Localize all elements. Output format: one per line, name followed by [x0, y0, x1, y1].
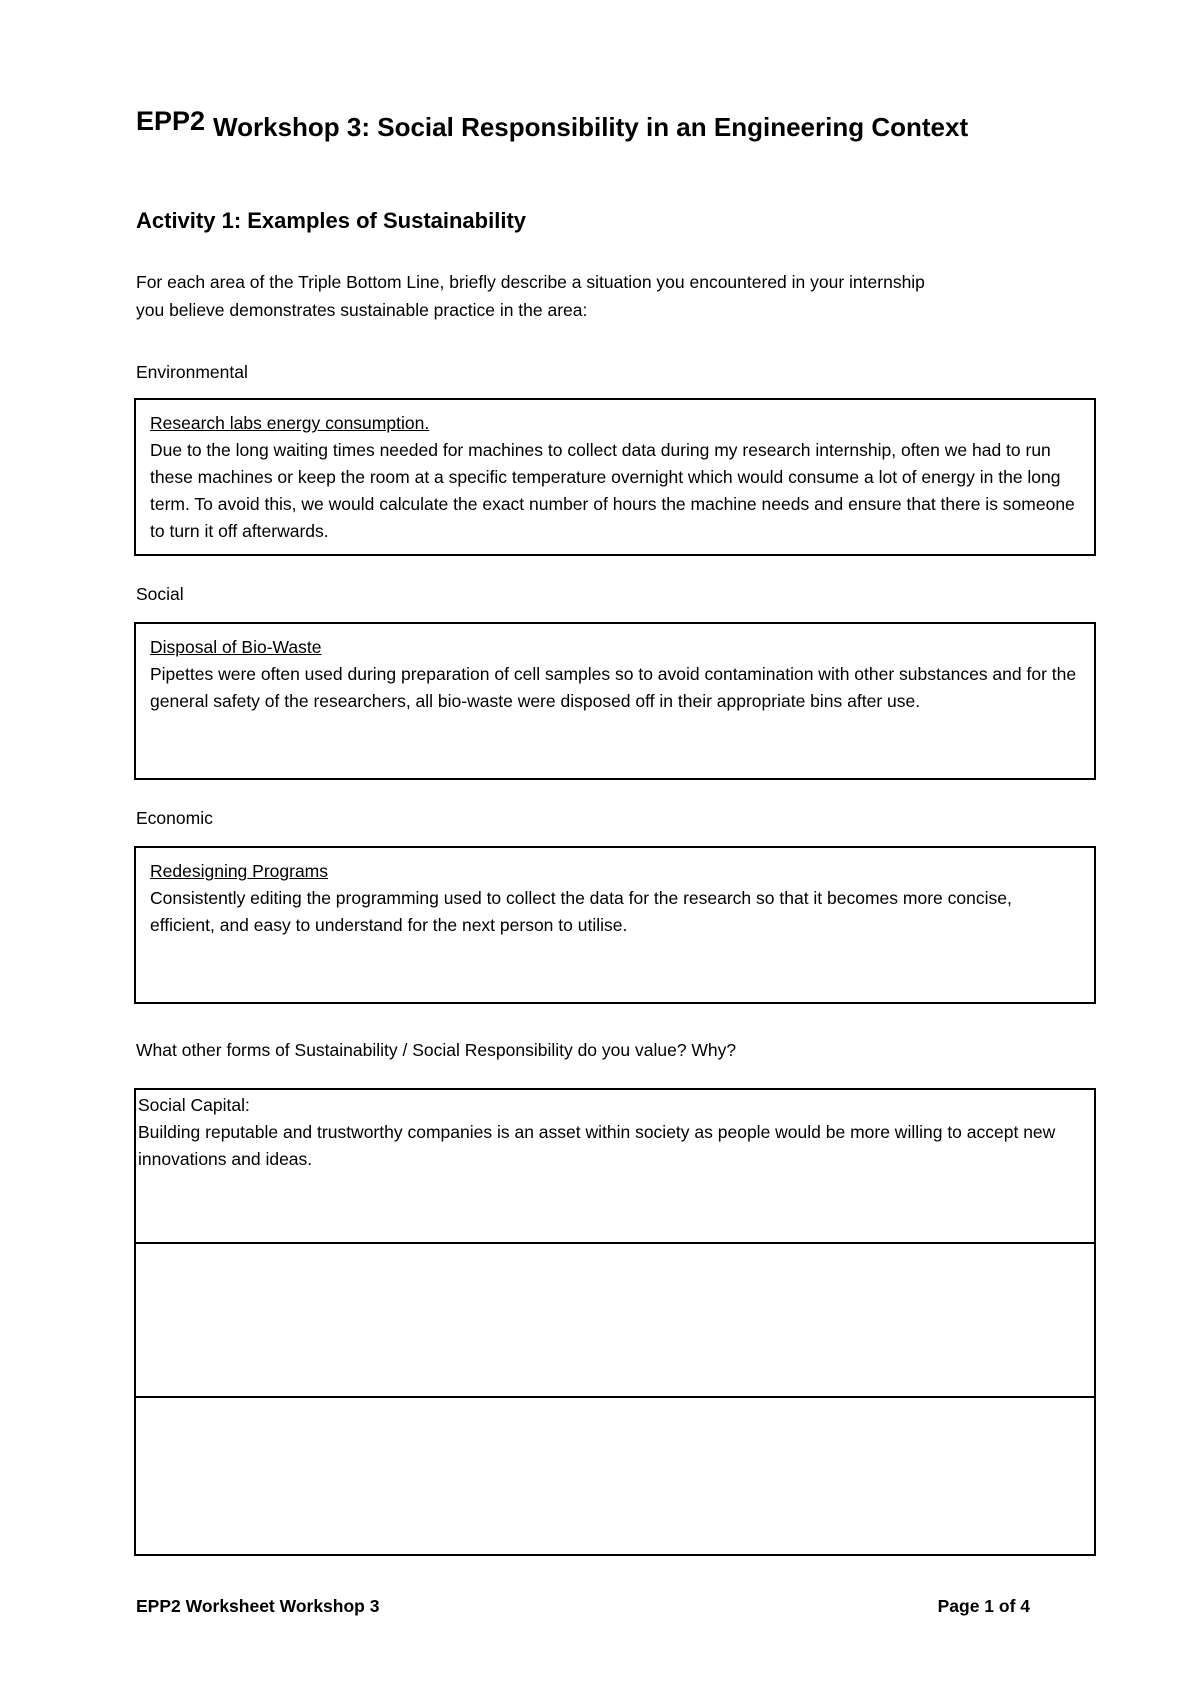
- answer-row-2[interactable]: [136, 1244, 1094, 1398]
- social-body: Pipettes were often used during preparation of cell samples so to avoid contamination with other substances and for the general safety of the researchers, all bio-waste were disposed off in their appropriate bins after use.: [150, 664, 1077, 711]
- answer-1-heading: Social Capital:: [138, 1095, 250, 1115]
- question-answer-table: [134, 1088, 1096, 1556]
- instructions-line-1: For each area of the Triple Bottom Line, briefly describe a situation you encountered in your internship: [136, 272, 925, 292]
- environmental-label: Environmental: [136, 362, 248, 382]
- economic-body: Consistently editing the programming used to collect the data for the research so that it becomes more concise, efficient, and easy to understand for the next person to utilise.: [150, 888, 1012, 935]
- economic-answer-box[interactable]: [134, 846, 1096, 1004]
- social-answer-box[interactable]: [134, 622, 1096, 780]
- answer-row-1[interactable]: [136, 1090, 1094, 1244]
- footer-document-name: EPP2 Worksheet Workshop 3: [136, 1596, 380, 1616]
- course-code: EPP2: [136, 106, 206, 136]
- environmental-answer-box[interactable]: [134, 398, 1096, 556]
- answer-row-3[interactable]: [136, 1398, 1094, 1554]
- page-header: [136, 106, 969, 143]
- activity-title: Activity 1: Examples of Sustainability: [136, 208, 527, 233]
- environmental-body: Due to the long waiting times needed for machines to collect data during my research internship, often we had to run these machines or keep the room at a specific temperature overnight which would consume a lot of energy in the long term. To avoid this, we would calculate the exact number of hours the machine needs and ensure that there is someone to turn it off afterwards.: [150, 440, 1075, 541]
- social-label: Social: [136, 584, 184, 604]
- instructions-line-2: you believe demonstrates sustainable practice in the area:: [136, 300, 588, 320]
- economic-heading: Redesigning Programs: [150, 861, 329, 881]
- page-title: Workshop 3: Social Responsibility in an Engineering Context: [213, 112, 969, 142]
- answer-1-body: Building reputable and trustworthy companies is an asset within society as people would be more willing to accept new innovations and ideas.: [138, 1122, 1056, 1169]
- activity-instructions: [136, 268, 1086, 324]
- footer-page-number: Page 1 of 4: [937, 1596, 1030, 1616]
- social-heading: Disposal of Bio-Waste: [150, 637, 322, 657]
- question-prompt: What other forms of Sustainability / Social Responsibility do you value? Why?: [136, 1040, 737, 1060]
- environmental-heading: Research labs energy consumption.: [150, 413, 430, 433]
- economic-label: Economic: [136, 808, 213, 828]
